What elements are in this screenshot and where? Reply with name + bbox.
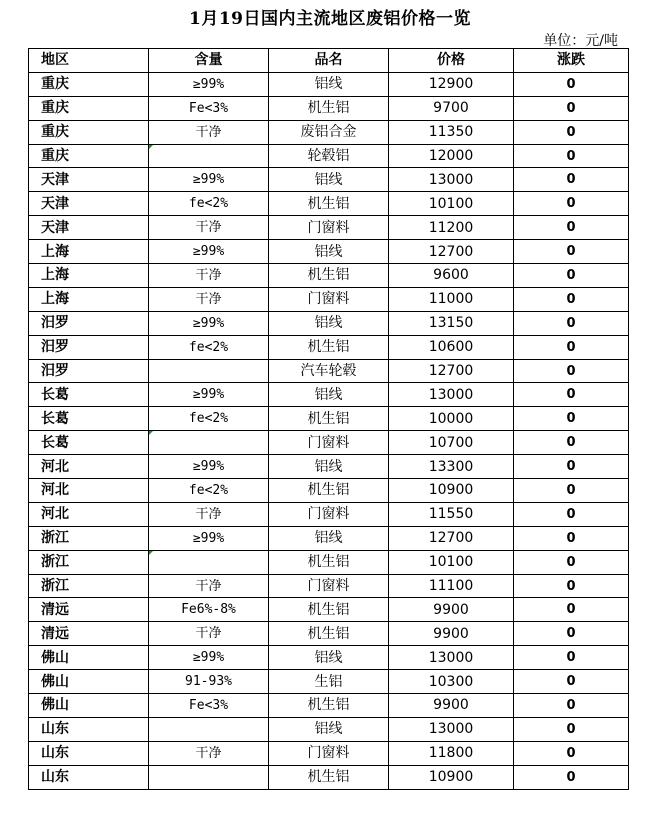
change-cell: 0	[514, 96, 629, 120]
content-cell: fe<2%	[149, 407, 269, 431]
table-row	[29, 550, 629, 574]
change-cell: 0	[514, 335, 629, 359]
region-cell: 天津	[29, 168, 149, 192]
change-cell: 0	[514, 646, 629, 670]
price-cell: 13150	[389, 311, 514, 335]
price-cell: 11550	[389, 502, 514, 526]
content-cell: fe<2%	[149, 335, 269, 359]
content-cell: ≥99%	[149, 526, 269, 550]
region-cell: 佛山	[29, 646, 149, 670]
price-cell: 10000	[389, 407, 514, 431]
product-cell: 铝线	[269, 72, 389, 96]
region-cell: 浙江	[29, 574, 149, 598]
content-cell: ≥99%	[149, 240, 269, 264]
table-row	[29, 96, 629, 120]
content-cell: fe<2%	[149, 479, 269, 503]
table-row	[29, 144, 629, 168]
price-cell: 12900	[389, 72, 514, 96]
change-cell: 0	[514, 72, 629, 96]
region-cell: 重庆	[29, 144, 149, 168]
product-cell: 铝线	[269, 455, 389, 479]
content-cell: Fe<3%	[149, 96, 269, 120]
content-cell: 干净	[149, 741, 269, 765]
region-cell: 河北	[29, 455, 149, 479]
content-cell: ≥99%	[149, 646, 269, 670]
header-change: 涨跌	[514, 49, 629, 73]
price-cell: 11200	[389, 216, 514, 240]
table-row	[29, 741, 629, 765]
region-cell: 重庆	[29, 120, 149, 144]
content-cell	[149, 431, 269, 455]
table-row	[29, 574, 629, 598]
price-cell: 9900	[389, 598, 514, 622]
table-row	[29, 335, 629, 359]
change-cell: 0	[514, 431, 629, 455]
price-cell: 12000	[389, 144, 514, 168]
region-cell: 佛山	[29, 694, 149, 718]
change-cell: 0	[514, 264, 629, 288]
table-header-row	[29, 49, 629, 73]
table-row	[29, 646, 629, 670]
product-cell: 门窗料	[269, 741, 389, 765]
product-cell: 门窗料	[269, 287, 389, 311]
content-cell: Fe<3%	[149, 694, 269, 718]
table-row	[29, 240, 629, 264]
table-row	[29, 120, 629, 144]
table-row	[29, 526, 629, 550]
region-cell: 清远	[29, 622, 149, 646]
price-cell: 10600	[389, 335, 514, 359]
region-cell: 浙江	[29, 526, 149, 550]
table-row	[29, 216, 629, 240]
region-cell: 长葛	[29, 431, 149, 455]
content-cell	[149, 359, 269, 383]
content-cell	[149, 550, 269, 574]
product-cell: 机生铝	[269, 622, 389, 646]
content-cell	[149, 144, 269, 168]
table-row	[29, 455, 629, 479]
table-row	[29, 670, 629, 694]
header-product: 品名	[269, 49, 389, 73]
table-row	[29, 502, 629, 526]
price-cell: 11000	[389, 287, 514, 311]
change-cell: 0	[514, 526, 629, 550]
region-cell: 天津	[29, 192, 149, 216]
table-row	[29, 287, 629, 311]
region-cell: 重庆	[29, 96, 149, 120]
product-cell: 门窗料	[269, 216, 389, 240]
content-cell: ≥99%	[149, 72, 269, 96]
price-cell: 11350	[389, 120, 514, 144]
change-cell: 0	[514, 574, 629, 598]
price-cell: 10100	[389, 192, 514, 216]
change-cell: 0	[514, 192, 629, 216]
region-cell: 河北	[29, 502, 149, 526]
table-row	[29, 192, 629, 216]
page-title: 1月19日国内主流地区废铝价格一览	[189, 9, 471, 29]
table-row	[29, 765, 629, 789]
change-cell: 0	[514, 287, 629, 311]
price-cell: 9600	[389, 264, 514, 288]
change-cell: 0	[514, 598, 629, 622]
product-cell: 机生铝	[269, 598, 389, 622]
product-cell: 机生铝	[269, 407, 389, 431]
product-cell: 汽车轮毂	[269, 359, 389, 383]
content-cell: ≥99%	[149, 311, 269, 335]
product-cell: 机生铝	[269, 96, 389, 120]
table-row	[29, 694, 629, 718]
content-cell: ≥99%	[149, 168, 269, 192]
change-cell: 0	[514, 622, 629, 646]
table-row	[29, 622, 629, 646]
product-cell: 轮毂铝	[269, 144, 389, 168]
change-cell: 0	[514, 717, 629, 741]
change-cell: 0	[514, 407, 629, 431]
price-cell: 10900	[389, 765, 514, 789]
product-cell: 门窗料	[269, 574, 389, 598]
product-cell: 机生铝	[269, 550, 389, 574]
content-cell: 干净	[149, 216, 269, 240]
region-cell: 汨罗	[29, 335, 149, 359]
product-cell: 铝线	[269, 646, 389, 670]
change-cell: 0	[514, 741, 629, 765]
content-cell: 干净	[149, 622, 269, 646]
region-cell: 清远	[29, 598, 149, 622]
content-cell: 91-93%	[149, 670, 269, 694]
price-cell: 11800	[389, 741, 514, 765]
product-cell: 铝线	[269, 168, 389, 192]
region-cell: 天津	[29, 216, 149, 240]
change-cell: 0	[514, 383, 629, 407]
table-row	[29, 72, 629, 96]
price-cell: 10900	[389, 479, 514, 503]
product-cell: 废铝合金	[269, 120, 389, 144]
product-cell: 机生铝	[269, 694, 389, 718]
content-cell: 干净	[149, 287, 269, 311]
change-cell: 0	[514, 144, 629, 168]
price-cell: 13300	[389, 455, 514, 479]
region-cell: 长葛	[29, 407, 149, 431]
price-cell: 12700	[389, 526, 514, 550]
product-cell: 门窗料	[269, 431, 389, 455]
product-cell: 铝线	[269, 240, 389, 264]
price-cell: 9900	[389, 622, 514, 646]
content-cell: fe<2%	[149, 192, 269, 216]
header-price: 价格	[389, 49, 514, 73]
price-table	[28, 48, 629, 790]
region-cell: 长葛	[29, 383, 149, 407]
content-cell: 干净	[149, 574, 269, 598]
region-cell: 佛山	[29, 670, 149, 694]
content-cell: ≥99%	[149, 455, 269, 479]
product-cell: 机生铝	[269, 479, 389, 503]
price-cell: 12700	[389, 240, 514, 264]
product-cell: 机生铝	[269, 765, 389, 789]
content-cell: 干净	[149, 120, 269, 144]
product-cell: 门窗料	[269, 502, 389, 526]
region-cell: 汨罗	[29, 359, 149, 383]
price-cell: 13000	[389, 717, 514, 741]
product-cell: 铝线	[269, 383, 389, 407]
content-cell: 干净	[149, 502, 269, 526]
region-cell: 山东	[29, 717, 149, 741]
price-cell: 13000	[389, 168, 514, 192]
region-cell: 汨罗	[29, 311, 149, 335]
change-cell: 0	[514, 502, 629, 526]
change-cell: 0	[514, 455, 629, 479]
region-cell: 上海	[29, 287, 149, 311]
price-cell: 10300	[389, 670, 514, 694]
region-cell: 山东	[29, 741, 149, 765]
table-row	[29, 264, 629, 288]
region-cell: 山东	[29, 765, 149, 789]
change-cell: 0	[514, 479, 629, 503]
table-row	[29, 359, 629, 383]
change-cell: 0	[514, 359, 629, 383]
product-cell: 机生铝	[269, 335, 389, 359]
content-cell: Fe6%-8%	[149, 598, 269, 622]
table-row	[29, 431, 629, 455]
price-cell: 11100	[389, 574, 514, 598]
product-cell: 机生铝	[269, 192, 389, 216]
table-body	[29, 72, 629, 789]
change-cell: 0	[514, 168, 629, 192]
change-cell: 0	[514, 694, 629, 718]
product-cell: 铝线	[269, 311, 389, 335]
table-row	[29, 598, 629, 622]
price-cell: 13000	[389, 646, 514, 670]
product-cell: 机生铝	[269, 264, 389, 288]
product-cell: 铝线	[269, 717, 389, 741]
product-cell: 铝线	[269, 526, 389, 550]
change-cell: 0	[514, 311, 629, 335]
table-row	[29, 168, 629, 192]
table-row	[29, 479, 629, 503]
price-cell: 9900	[389, 694, 514, 718]
content-cell: 干净	[149, 264, 269, 288]
region-cell: 上海	[29, 240, 149, 264]
change-cell: 0	[514, 120, 629, 144]
product-cell: 生铝	[269, 670, 389, 694]
change-cell: 0	[514, 670, 629, 694]
table-row	[29, 717, 629, 741]
region-cell: 河北	[29, 479, 149, 503]
price-cell: 12700	[389, 359, 514, 383]
price-cell: 9700	[389, 96, 514, 120]
price-cell: 13000	[389, 383, 514, 407]
table-row	[29, 383, 629, 407]
price-cell: 10100	[389, 550, 514, 574]
content-cell: ≥99%	[149, 383, 269, 407]
content-cell	[149, 765, 269, 789]
change-cell: 0	[514, 240, 629, 264]
change-cell: 0	[514, 550, 629, 574]
content-cell	[149, 717, 269, 741]
change-cell: 0	[514, 216, 629, 240]
region-cell: 上海	[29, 264, 149, 288]
unit-label: 单位：元/吨	[543, 33, 618, 49]
region-cell: 重庆	[29, 72, 149, 96]
table-row	[29, 407, 629, 431]
header-content: 含量	[149, 49, 269, 73]
header-region: 地区	[29, 49, 149, 73]
change-cell: 0	[514, 765, 629, 789]
price-cell: 10700	[389, 431, 514, 455]
table-row	[29, 311, 629, 335]
region-cell: 浙江	[29, 550, 149, 574]
